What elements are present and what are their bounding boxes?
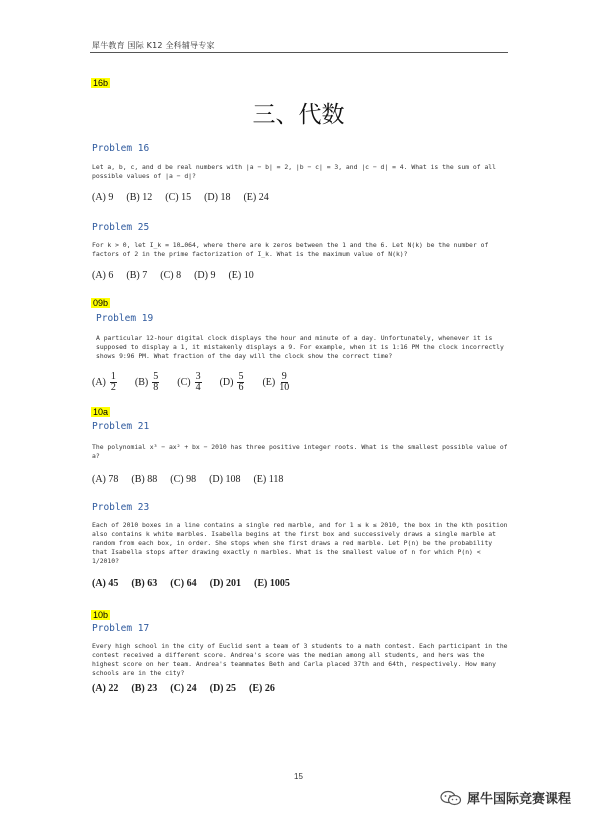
choice-e: (E) 24 [243, 192, 269, 203]
choice-c: (C) $\frac{3}{4}$ [177, 371, 201, 393]
footer-brand: 犀牛国际竞赛课程 [467, 792, 572, 807]
choice-c: (C) 64 [170, 578, 197, 589]
choice-a: (A) $\frac{1}{2}$ [92, 371, 116, 393]
page-number: 15 [294, 772, 303, 781]
page-title: 三、代数 [252, 102, 345, 128]
choice-d: (D) 9 [194, 270, 216, 281]
footer-watermark [440, 788, 571, 807]
fraction-answer-choices [92, 372, 289, 393]
choice-d: (D) 25 [209, 683, 237, 694]
choice-c: (C) 8 [160, 270, 182, 281]
choice-b: (B) 88 [131, 474, 158, 485]
answer-choices [92, 683, 275, 694]
section-tag-16b: 16b [93, 78, 109, 88]
answer-choices [92, 474, 283, 485]
choice-a: (A) 22 [92, 683, 119, 694]
choice-a: (A) 78 [92, 474, 119, 485]
choice-d: (D) $\frac{5}{6}$ [219, 371, 244, 393]
section-tag-10b: 10b [93, 610, 109, 620]
choice-e: (E) 118 [253, 474, 284, 485]
choice-d: (D) 201 [209, 578, 242, 589]
choice-e: (E) 10 [228, 270, 254, 281]
problem-label: Problem 16 [92, 143, 150, 154]
header-rule [90, 52, 508, 53]
choice-e: (E) 26 [249, 683, 275, 694]
choice-b: (B) 7 [126, 270, 148, 281]
choice-b: (B) 63 [131, 578, 158, 589]
problem-text: Let a, b, c, and d be real numbers with |a − b| = 2, |b − c| = 3, and |c − d| = 4. What is the sum of all possible values of |a − d|? [92, 163, 496, 180]
problem-label: Problem 19 [96, 313, 154, 324]
choice-c: (C) 15 [165, 192, 192, 203]
problem-label: Problem 23 [92, 502, 150, 513]
wechat-icon [440, 790, 462, 806]
answer-choices [92, 578, 290, 589]
problem-label: Problem 21 [92, 421, 150, 432]
problem-text: The polynomial x³ − ax² + bx − 2010 has three positive integer roots. What is the smallest possible value of a? [92, 443, 508, 460]
document-header: 犀牛教育 国际 K12 全科辅导专家 [92, 41, 215, 50]
choice-c: (C) 24 [170, 683, 197, 694]
choice-a: (A) 45 [92, 578, 119, 589]
choice-c: (C) 98 [170, 474, 197, 485]
problem-label: Problem 17 [92, 623, 150, 634]
choice-d: (D) 18 [204, 192, 231, 203]
choice-a: (A) 6 [92, 270, 114, 281]
problem-text: Each of 2010 boxes in a line contains a single red marble, and for 1 ≤ k ≤ 2010, the box in the kth position also contains k white marbles. Isabella begins at the first box and successively draws a single marble at random from each box, in order. She stops when she first draws a red marble. Let P(n) be the probability that Isabella stops after drawing exactly n marbles. What is the smallest value of n for which P(n) < 1/2010? [92, 521, 508, 565]
problem-text: Every high school in the city of Euclid sent a team of 3 students to a math contest. Each participant in the contest received a different score. Andrea's score was the median among all students, and hers was the highest score on her team. Andrea's teammates Beth and Carla placed 37th and 64th, respectively. How many schools are in the city? [92, 642, 508, 677]
choice-b: (B) 23 [131, 683, 158, 694]
choice-e: (E) 1005 [254, 578, 290, 589]
choice-b: (B) $\frac{5}{8}$ [134, 371, 159, 393]
section-tag-09b: 09b [93, 298, 109, 308]
problem-label: Problem 25 [92, 222, 150, 233]
choice-a: (A) 9 [92, 192, 114, 203]
problem-text: For k > 0, let I_k = 10…064, where there are k zeros between the 1 and the 6. Let N(k) be the number of factors of 2 in the prime factorization of I_k. What is the maximum value of N(k)? [92, 241, 489, 258]
choice-d: (D) 108 [209, 474, 241, 485]
section-tag-10a: 10a [93, 407, 109, 417]
answer-choices [92, 270, 254, 281]
answer-choices [92, 192, 269, 203]
choice-e: (E) $\frac{9}{10}$ [262, 371, 290, 393]
choice-b: (B) 12 [126, 192, 153, 203]
problem-text: A particular 12-hour digital clock displays the hour and minute of a day. Unfortunately, whenever it is supposed to display a 1, it mistakenly displays a 9. For example, when it is 1:16 PM the clock incorrectly shows 9:96 PM. What fraction of the day will the clock show the correct time? [96, 334, 504, 360]
